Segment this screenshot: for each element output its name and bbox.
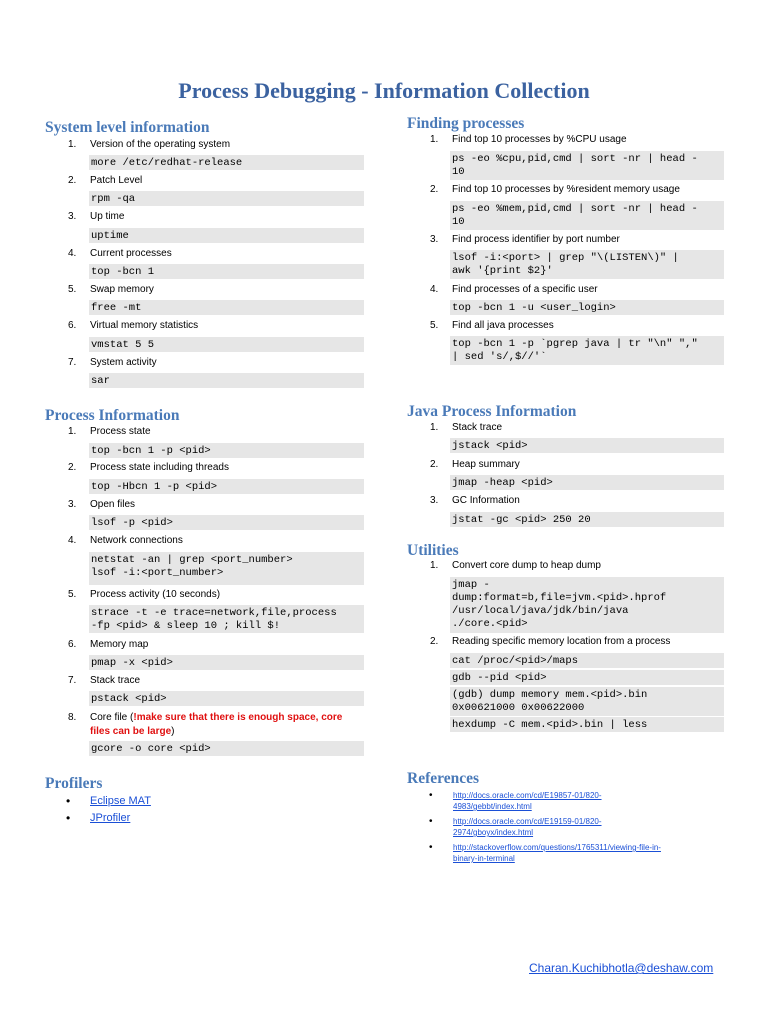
item-label: Convert core dump to heap dump — [452, 560, 601, 571]
item-label: Stack trace — [90, 675, 141, 686]
item-label: Swap memory — [90, 284, 154, 295]
item-label: Network connections — [90, 535, 183, 546]
code-block: more /etc/redhat-release — [89, 155, 364, 170]
code-block: rpm -qa — [89, 191, 364, 206]
code-block: vmstat 5 5 — [89, 337, 364, 352]
warning-text-continued: files can be large — [90, 726, 172, 737]
item-number: 1. — [68, 426, 77, 437]
code-block: free -mt — [89, 300, 364, 315]
section-heading-system: System level information — [45, 119, 210, 136]
item-label: Find processes of a specific user — [452, 284, 598, 295]
section-heading-process: Process Information — [45, 407, 180, 424]
code-block: top -bcn 1 — [89, 264, 364, 279]
item-label — [90, 712, 342, 723]
item-label: Find top 10 processes by %CPU usage — [452, 134, 627, 145]
code-block: jmap -heap <pid> — [450, 475, 724, 490]
item-label: Memory map — [90, 639, 149, 650]
item-number: 4. — [68, 248, 77, 259]
item-number: 2. — [68, 462, 77, 473]
section-heading-references: References — [407, 770, 480, 787]
code-block: sar — [89, 373, 364, 388]
code-block: ps -eo %cpu,pid,cmd | sort -nr | head - 10 — [450, 151, 724, 180]
item-number: 4. — [68, 535, 77, 546]
section-heading-finding: Finding processes — [407, 115, 525, 132]
code-block: strace -t -e trace=network,file,process -fp <pid> & sleep 10 ; kill $! — [89, 605, 364, 633]
bullet-icon: • — [429, 816, 433, 827]
link-reference-2[interactable]: http://docs.oracle.com/cd/E19159-01/820- 2974/gboyx/index.html — [453, 817, 602, 837]
paren-close: ) — [171, 726, 175, 737]
page-title: Process Debugging - Information Collection — [178, 78, 590, 103]
item-number: 1. — [68, 139, 77, 150]
code-block: gdb --pid <pid> — [450, 670, 724, 685]
link-reference-3[interactable]: http://stackoverflow.com/questions/1765311/viewing-file-in- binary-in-terminal — [453, 843, 661, 863]
item-number: 7. — [68, 357, 77, 368]
item-number: 3. — [430, 495, 439, 506]
item-label: Heap summary — [452, 459, 520, 470]
code-block: jmap - dump:format=b,file=jvm.<pid>.hprof /usr/local/java/jdk/bin/java ./core.<pid> — [450, 577, 724, 633]
item-number: 1. — [430, 134, 439, 145]
item-label: Virtual memory statistics — [90, 320, 199, 331]
link-jprofiler[interactable]: JProfiler — [90, 812, 131, 824]
author-email-link[interactable]: Charan.Kuchibhotla@deshaw.com — [529, 961, 714, 975]
item-number: 8. — [68, 712, 77, 723]
code-block: top -bcn 1 -u <user_login> — [450, 300, 724, 315]
item-number: 1. — [430, 422, 439, 433]
code-block: lsof -i:<port> | grep "\(LISTEN\)" | awk '{print $2}' — [450, 250, 724, 279]
item-number: 2. — [68, 175, 77, 186]
item-number: 2. — [430, 184, 439, 195]
link-eclipse-mat[interactable]: Eclipse MAT — [90, 795, 151, 807]
item-label: Open files — [90, 499, 136, 510]
code-block: uptime — [89, 228, 364, 243]
item-number: 2. — [430, 636, 439, 647]
bullet-icon: • — [66, 811, 71, 825]
item-number: 6. — [68, 320, 77, 331]
section-heading-java: Java Process Information — [407, 403, 577, 420]
item-number: 5. — [430, 320, 439, 331]
item-number: 7. — [68, 675, 77, 686]
bullet-icon: • — [429, 842, 433, 853]
code-block: hexdump -C mem.<pid>.bin | less — [450, 717, 724, 732]
code-block: gcore -o core <pid> — [89, 741, 364, 756]
code-block: (gdb) dump memory mem.<pid>.bin 0x00621000 0x00622000 — [450, 687, 724, 716]
bullet-icon: • — [429, 790, 433, 801]
item-number: 4. — [430, 284, 439, 295]
item-number: 5. — [68, 589, 77, 600]
code-block: top -bcn 1 -p <pid> — [89, 443, 364, 458]
section-heading-utilities: Utilities — [407, 542, 459, 559]
item-number: 3. — [68, 499, 77, 510]
code-block: ps -eo %mem,pid,cmd | sort -nr | head - 10 — [450, 201, 724, 230]
core-file-label: Core file ( — [90, 712, 134, 723]
item-label: Process activity (10 seconds) — [90, 589, 221, 600]
code-block: jstack <pid> — [450, 438, 724, 453]
item-number: 6. — [68, 639, 77, 650]
code-block: pstack <pid> — [89, 691, 364, 706]
item-label: GC Information — [452, 495, 520, 506]
section-heading-profilers: Profilers — [45, 775, 103, 792]
code-block: netstat -an | grep <port_number> lsof -i:<port_number> — [89, 552, 364, 585]
item-label: Patch Level — [90, 175, 143, 186]
item-number: 5. — [68, 284, 77, 295]
item-label: Current processes — [90, 248, 172, 259]
link-reference-1[interactable]: http://docs.oracle.com/cd/E19857-01/820- 4983/gebbt/index.html — [453, 791, 602, 811]
item-label: Process state including threads — [90, 462, 229, 473]
warning-text: !make sure that there is enough space, core — [133, 712, 343, 723]
code-block: cat /proc/<pid>/maps — [450, 653, 724, 668]
code-block: top -Hbcn 1 -p <pid> — [89, 479, 364, 494]
item-label: Find all java processes — [452, 320, 554, 331]
item-label: Find top 10 processes by %resident memory usage — [452, 184, 680, 195]
list-item-continued — [90, 726, 175, 737]
item-label: Process state — [90, 426, 151, 437]
item-label: Version of the operating system — [90, 139, 231, 150]
code-block: jstat -gc <pid> 250 20 — [450, 512, 724, 527]
item-number: 2. — [430, 459, 439, 470]
item-label: Up time — [90, 211, 125, 222]
item-label: Stack trace — [452, 422, 503, 433]
item-label: Find process identifier by port number — [452, 234, 620, 245]
bullet-icon: • — [66, 794, 71, 808]
item-number: 3. — [430, 234, 439, 245]
code-block: lsof -p <pid> — [89, 515, 364, 530]
code-block: top -bcn 1 -p `pgrep java | tr "\n" "," | sed 's/,$//'` — [450, 336, 724, 365]
item-number: 1. — [430, 560, 439, 571]
item-label: Reading specific memory location from a process — [452, 636, 671, 647]
item-label: System activity — [90, 357, 157, 368]
code-block: pmap -x <pid> — [89, 655, 364, 670]
item-number: 3. — [68, 211, 77, 222]
